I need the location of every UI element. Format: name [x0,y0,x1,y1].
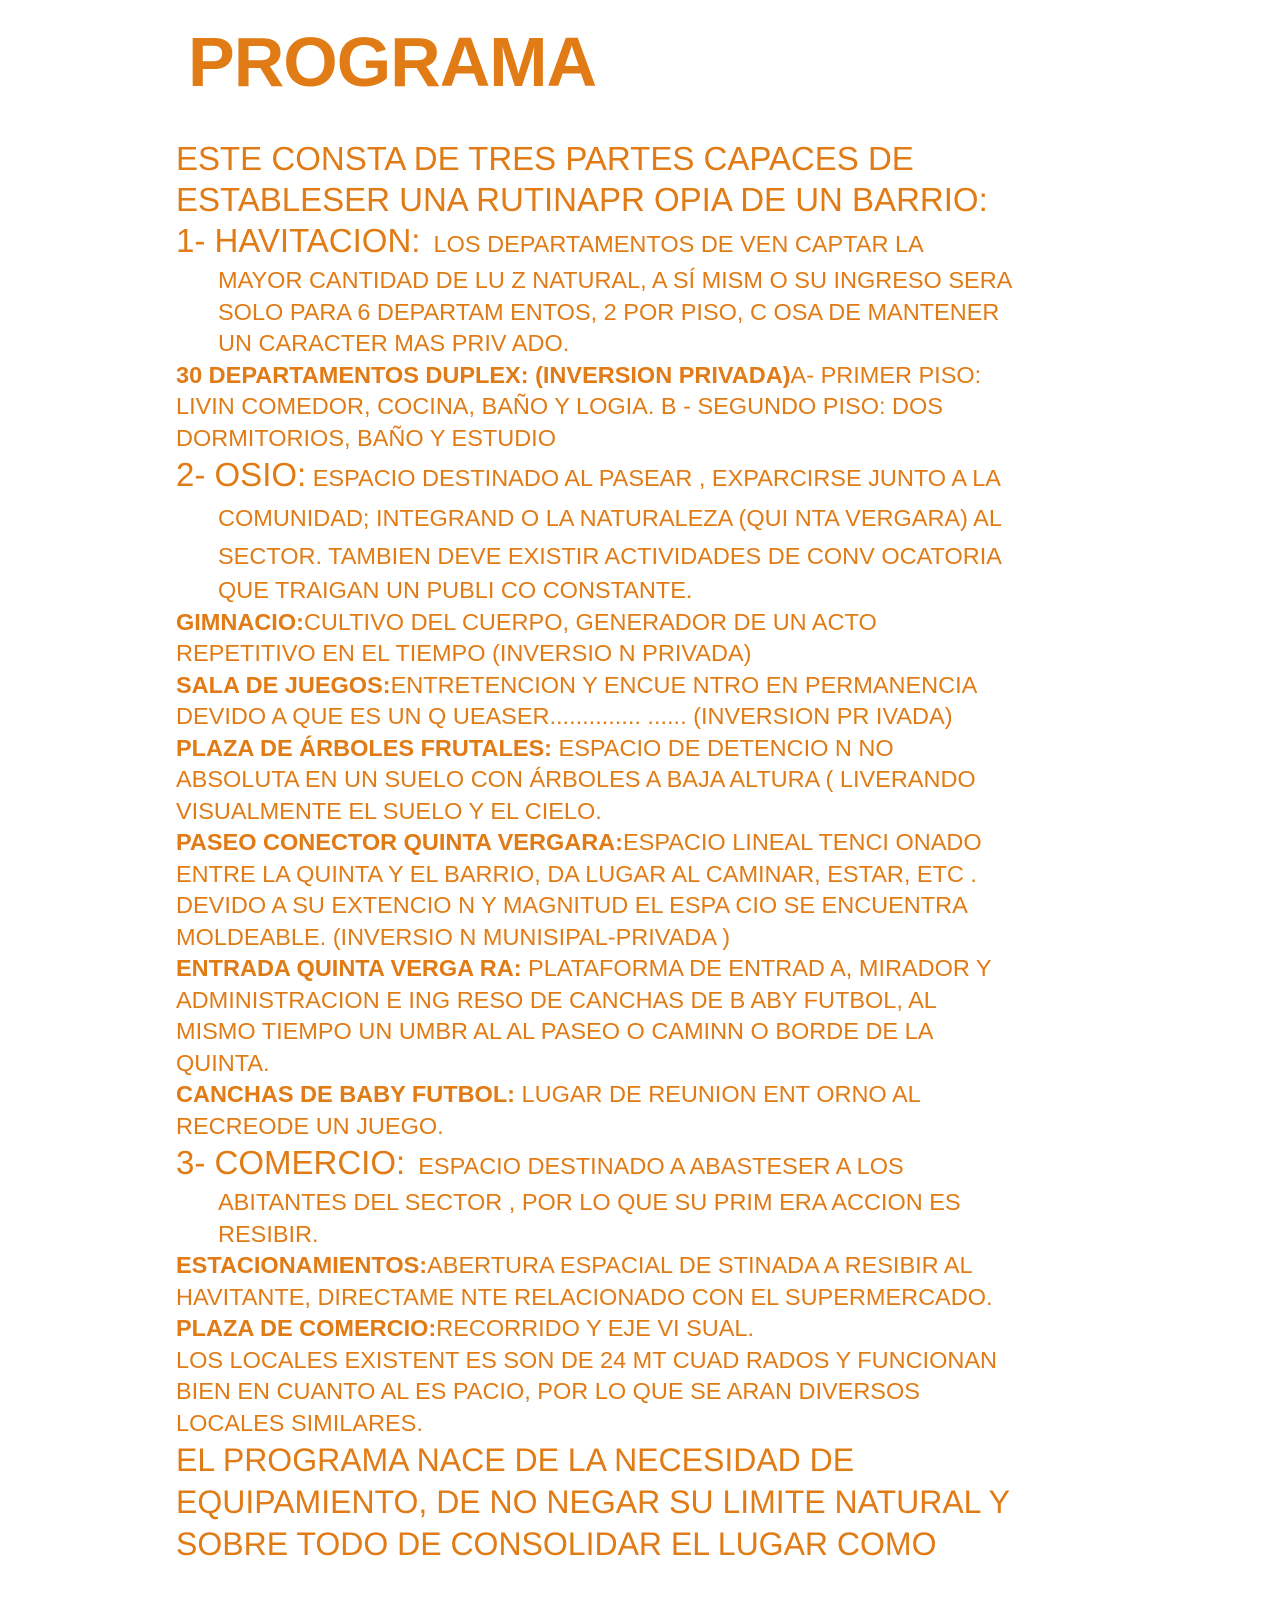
item-estacionamientos [176,1250,1176,1282]
section-lead: ESPACIO DESTINADO AL PASEAR , EXPARCIRSE JUNTO A LA [312,465,1001,491]
item-label: PLAZA DE COMERCIO: [176,1315,437,1341]
paragraph-line: MISMO TIEMPO UN UMBR AL AL PASEO O CAMINN O BORDE DE LA [176,1018,934,1044]
item-label: 30 DEPARTAMENTOS DUPLEX: (INVERSION PRIVADA) [176,361,791,388]
document-body [176,138,1176,1565]
item-text: CULTIVO DEL CUERPO, GENERADOR DE UN ACTO [303,608,877,635]
item-text: ABERTURA ESPACIAL DE STINADA A RESIBIR AL [427,1252,973,1278]
paragraph-line: DORMITORIOS, BAÑO Y ESTUDIO [176,424,556,451]
item-label: PASEO CONECTOR QUINTA VERGARA: [176,829,623,855]
paragraph-line: RESIBIR. [218,1220,319,1247]
section-lead: LOS DEPARTAMENTOS DE VEN CAPTAR LA [433,231,924,257]
item-canchas [176,1079,1176,1111]
item-paseo-conector [176,827,1176,859]
item-plaza-comercio [176,1313,1176,1345]
paragraph-line: DEVIDO A QUE ES UN Q UEASER.............. ...... (INVERSION PR IVADA) [176,703,953,729]
paragraph-line: HAVITANTE, DIRECTAME NTE RELACIONADO CON EL SUPERMERCADO. [176,1283,993,1310]
intro-line: ESTABLESER UNA RUTINAPR OPIA DE UN BARRIO: [176,181,988,218]
paragraph-line: QUE TRAIGAN UN PUBLI CO CONSTANTE. [218,577,693,603]
paragraph-line: COMUNIDAD; INTEGRAND O LA NATURALEZA (QUI NTA VERGARA) AL [218,505,1002,531]
paragraph-line: MOLDEABLE. (INVERSIO N MUNISIPAL-PRIVADA ) [176,923,731,950]
item-label: SALA DE JUEGOS: [176,671,391,698]
closing-line: SOBRE TODO DE CONSOLIDAR EL LUGAR COMO [176,1526,937,1562]
intro-line: ESTE CONSTA DE TRES PARTES CAPACES DE [176,140,914,177]
section-heading: 3- COMERCIO: [176,1144,406,1181]
section-osio [176,454,1176,499]
item-entrada-quinta [176,953,1176,985]
paragraph-line: VISUALMENTE EL SUELO Y EL CIELO. [176,797,602,824]
page-title: PROGRAMA [188,23,597,101]
paragraph-line: MAYOR CANTIDAD DE LU Z NATURAL, A SÍ MISM O SU INGRESO SERA [218,267,1013,293]
item-sala-de-juegos [176,670,1176,702]
item-text: ESPACIO LINEAL TENCI ONADO [622,829,982,855]
item-label: GIMNACIO: [176,608,304,635]
paragraph-line: SECTOR. TAMBIEN DEVE EXISTIR ACTIVIDADES DE CONV OCATORIA [218,543,1002,569]
section-comercio [176,1142,1176,1187]
item-text: ESPACIO DE DETENCIO N NO [552,734,894,761]
paragraph-line: LOS LOCALES EXISTENT ES SON DE 24 MT CUAD RADOS Y FUNCIONAN [176,1346,997,1373]
item-text: LUGAR DE REUNION ENT ORNO AL [515,1081,921,1107]
paragraph-line: UN CARACTER MAS PRIV ADO. [218,330,570,356]
section-heading: 1- HAVITACION: [176,222,421,259]
paragraph-line: QUINTA. [176,1049,270,1076]
paragraph-line: ADMINISTRACION E ING RESO DE CANCHAS DE B ABY FUTBOL, AL [176,986,937,1013]
paragraph-line: ABSOLUTA EN UN SUELO CON ÁRBOLES A BAJA ALTURA ( LIVERANDO [176,766,976,792]
section-lead: ESPACIO DESTINADO A ABASTESER A LOS [418,1153,904,1179]
item-plaza-arboles [176,733,1176,765]
item-text: RECORRIDO Y EJE VI SUAL. [436,1315,755,1341]
paragraph-line: SOLO PARA 6 DEPARTAM ENTOS, 2 POR PISO, C OSA DE MANTENER [218,298,1000,325]
item-text: PLATAFORMA DE ENTRAD A, MIRADOR Y [521,955,992,981]
paragraph-line: ENTRE LA QUINTA Y EL BARRIO, DA LUGAR AL CAMINAR, ESTAR, ETC . [176,860,977,887]
item-label: CANCHAS DE BABY FUTBOL: [176,1081,516,1107]
item-label: ESTACIONAMIENTOS: [176,1252,428,1278]
paragraph-line: RECREODE UN JUEGO. [176,1112,444,1139]
item-departamentos [176,360,1176,392]
paragraph-line: REPETITIVO EN EL TIEMPO (INVERSIO N PRIVADA) [176,640,752,666]
paragraph-line: LOCALES SIMILARES. [176,1409,423,1436]
item-gimnacio [176,607,1176,639]
item-label: ENTRADA QUINTA VERGA RA: [176,955,522,981]
paragraph-line: LIVIN COMEDOR, COCINA, BAÑO Y LOGIA. B - SEGUNDO PISO: DOS [176,393,943,419]
item-text: A- PRIMER PISO: [790,361,982,388]
paragraph-line: ABITANTES DEL SECTOR , POR LO QUE SU PRIM ERA ACCION ES [218,1189,961,1215]
closing-line: EL PROGRAMA NACE DE LA NECESIDAD DE [176,1442,855,1478]
section-heading: 2- OSIO: [176,456,307,493]
paragraph-line: DEVIDO A SU EXTENCIO N Y MAGNITUD EL ESPA CIO SE ENCUENTRA [176,892,968,918]
paragraph-line: BIEN EN CUANTO AL ES PACIO, POR LO QUE SE ARAN DIVERSOS [176,1378,920,1404]
item-label: PLAZA DE ÁRBOLES FRUTALES: [176,734,552,761]
closing-line: EQUIPAMIENTO, DE NO NEGAR SU LIMITE NATURAL Y [176,1484,1010,1520]
item-text: ENTRETENCION Y ENCUE NTRO EN PERMANENCIA [390,671,978,698]
section-habitacion [176,220,1176,265]
